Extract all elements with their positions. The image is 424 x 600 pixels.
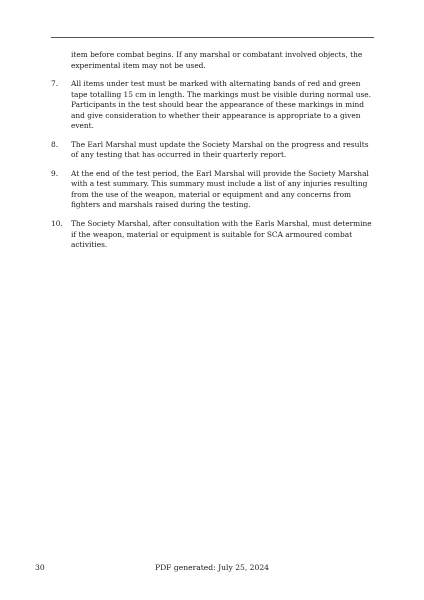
list-item-text: The Society Marshal, after consultation with the Earls Marshal, must determine if the weapon, material or equipment is suitable for SCA armoured combat activities.: [71, 219, 372, 250]
list-item-text: At the end of the test period, the Earl Marshal will provide the Society Marshal with a test summary. This summary must include a list of any injuries resulting from the use of the weapon, material or equipment and any concerns from fighters and marshals raised during the testing.: [71, 168, 369, 210]
list-item-number: 10.: [51, 219, 63, 229]
list-item: [51, 79, 374, 132]
list-item-number: 9.: [51, 168, 59, 178]
list-item: [51, 169, 374, 211]
list-item-number: 7.: [51, 79, 59, 88]
list-item: [51, 219, 374, 251]
header-rule: [51, 37, 374, 38]
list-item-text: All items under test must be marked with alternating bands of red and green tape totalling 15 cm in length. The markings must be visible during normal use. Participants in the test should bear the appearance of these markings in mind and give consideration to whether their appearance is appropriate to a given event.: [71, 79, 371, 130]
list-item-number: 8.: [51, 139, 59, 149]
page-number: 30: [35, 563, 45, 572]
generated-date: PDF generated: July 25, 2024: [154, 563, 270, 572]
list-item-text: The Earl Marshal must update the Society Marshal on the progress and results of any testing that has occurred in their quarterly report.: [71, 139, 369, 160]
page-body: [51, 50, 374, 259]
list-item: [51, 140, 374, 161]
continuation-paragraph: item before combat begins. If any marshal or combatant involved objects, the experimental item may not be used.: [71, 50, 363, 70]
